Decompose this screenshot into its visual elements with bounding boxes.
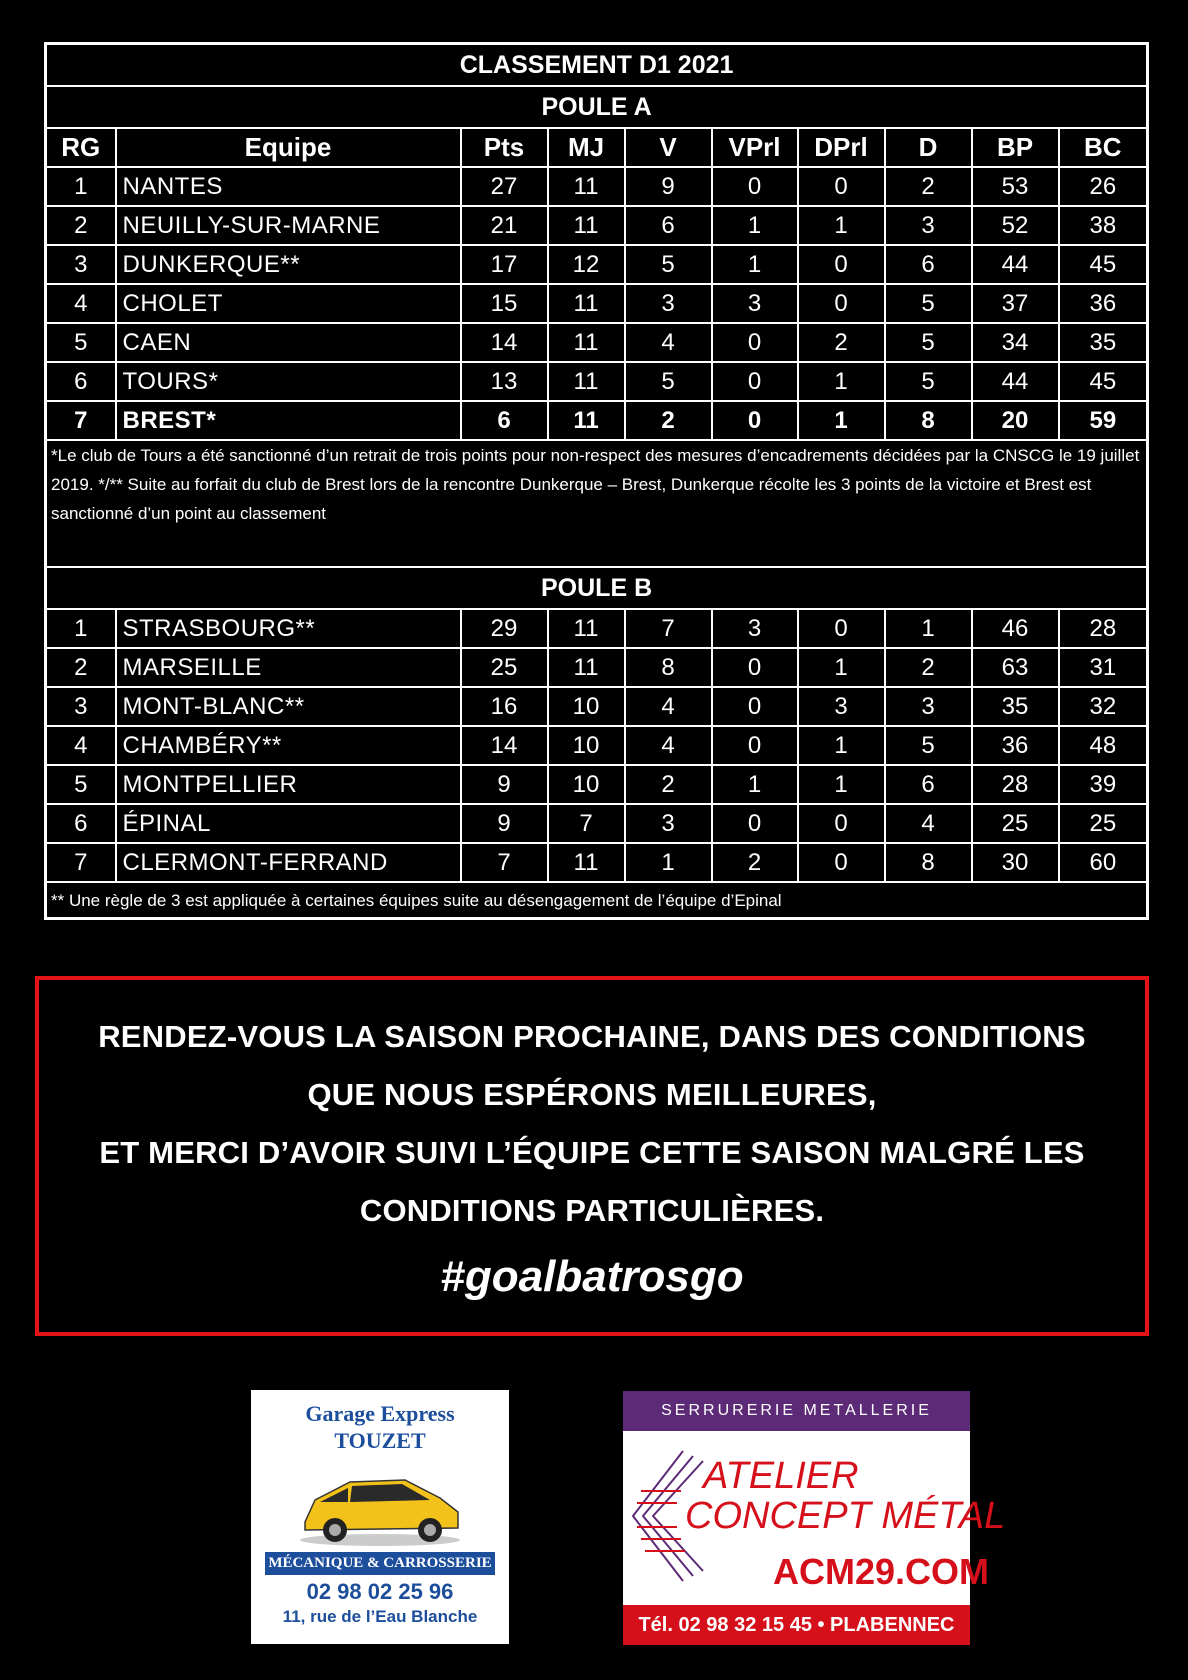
table-row [46,765,1148,804]
stat-cell: 12 [548,245,625,284]
stat-cell: 53 [972,167,1059,206]
stat-cell: 3 [798,687,885,726]
stat-cell: 0 [798,284,885,323]
header-rg: RG [46,128,116,167]
stat-cell: 36 [1059,284,1148,323]
stat-cell: 2 [712,843,798,882]
stat-cell: 4 [885,804,972,843]
stat-cell: 11 [548,648,625,687]
stat-cell: 3 [46,245,116,284]
stat-cell: 5 [46,323,116,362]
stat-cell: 31 [1059,648,1148,687]
stat-cell: 17 [461,245,548,284]
team-name-cell: MARSEILLE [116,648,461,687]
header-v: V [625,128,712,167]
stat-cell: 4 [625,323,712,362]
table-row [46,206,1148,245]
team-name-cell: BREST* [116,401,461,440]
stat-cell: 2 [885,648,972,687]
stat-cell: 44 [972,362,1059,401]
team-name-cell: CAEN [116,323,461,362]
stat-cell: 21 [461,206,548,245]
poule-a-label: POULE A [46,86,1148,128]
team-name-cell: NEUILLY-SUR-MARNE [116,206,461,245]
acm-website[interactable]: ACM29.COM [773,1551,990,1592]
stat-cell: 0 [798,609,885,648]
team-name-cell: CLERMONT-FERRAND [116,843,461,882]
poule-b-label: POULE B [46,567,1148,609]
stat-cell: 2 [798,323,885,362]
note-row [46,882,1148,919]
acm-contact-band: Tél. 02 98 32 15 45 • PLABENNEC [623,1605,970,1645]
header-bp: BP [972,128,1059,167]
stat-cell: 63 [972,648,1059,687]
team-name-cell: DUNKERQUE** [116,245,461,284]
stat-cell: 46 [972,609,1059,648]
stat-cell: 6 [625,206,712,245]
stat-cell: 52 [972,206,1059,245]
stat-cell: 4 [46,726,116,765]
garage-services-band: MÉCANIQUE & CARROSSERIE [265,1552,495,1575]
stat-cell: 45 [1059,245,1148,284]
stat-cell: 11 [548,362,625,401]
stat-cell: 3 [712,609,798,648]
stat-cell: 7 [625,609,712,648]
standings-table [44,42,1149,920]
stat-cell: 25 [972,804,1059,843]
table-row [46,362,1148,401]
stat-cell: 13 [461,362,548,401]
stat-cell: 1 [46,609,116,648]
stat-cell: 6 [461,401,548,440]
stat-cell: 1 [798,401,885,440]
message-line-1: RENDEZ-VOUS LA SAISON PROCHAINE, DANS DES CONDITIONS [98,1019,1086,1054]
stat-cell: 1 [798,726,885,765]
stat-cell: 1 [712,765,798,804]
stat-cell: 3 [712,284,798,323]
message-line-3: ET MERCI D’AVOIR SUIVI L’ÉQUIPE CETTE SAISON MALGRÉ LES [99,1135,1085,1170]
table-title: CLASSEMENT D1 2021 [46,44,1148,87]
stat-cell: 14 [461,323,548,362]
table-row [46,804,1148,843]
table-row [46,687,1148,726]
garage-phone: 02 98 02 25 96 [306,1579,454,1604]
stat-cell: 3 [885,206,972,245]
stat-cell: 59 [1059,401,1148,440]
poule-b-row [46,567,1148,609]
yellow-car-icon [290,1460,470,1550]
stat-cell: 60 [1059,843,1148,882]
table-row [46,843,1148,882]
stat-cell: 8 [625,648,712,687]
team-name-cell: ÉPINAL [116,804,461,843]
stat-cell: 7 [461,843,548,882]
stat-cell: 30 [972,843,1059,882]
header-bc: BC [1059,128,1148,167]
table-row [46,323,1148,362]
stat-cell: 6 [885,245,972,284]
stat-cell: 0 [712,804,798,843]
stat-cell: 5 [625,245,712,284]
poule-a-note: *Le club de Tours a été sanctionné d’un retrait de trois points pour non-respect des mesures d’encadrements décidées par la CNSCG le 19 juillet 2019. */** Suite au forfait du club de Brest lors de la rencontre Dunkerque – Brest, Dunkerque récolte les 3 points de la victoire et Brest est sanctionné d’un point au classement [46,440,1148,567]
stat-cell: 3 [46,687,116,726]
stat-cell: 36 [972,726,1059,765]
stat-cell: 35 [1059,323,1148,362]
stat-cell: 0 [712,362,798,401]
stat-cell: 20 [972,401,1059,440]
note-row [46,440,1148,567]
stat-cell: 2 [46,206,116,245]
stat-cell: 5 [46,765,116,804]
hashtag: #goalbatrosgo [440,1252,744,1301]
stat-cell: 8 [885,843,972,882]
stat-cell: 2 [46,648,116,687]
header-d: D [885,128,972,167]
stat-cell: 25 [461,648,548,687]
table-row [46,401,1148,440]
stat-cell: 15 [461,284,548,323]
stat-cell: 2 [625,765,712,804]
garage-touzet-ad[interactable] [251,1390,509,1644]
stat-cell: 11 [548,323,625,362]
stat-cell: 1 [712,206,798,245]
stat-cell: 0 [712,726,798,765]
stat-cell: 2 [625,401,712,440]
message-line-2: QUE NOUS ESPÉRONS MEILLEURES, [307,1077,877,1112]
stat-cell: 11 [548,609,625,648]
stat-cell: 10 [548,687,625,726]
stat-cell: 4 [46,284,116,323]
stat-cell: 28 [1059,609,1148,648]
stat-cell: 11 [548,167,625,206]
stat-cell: 29 [461,609,548,648]
stat-cell: 48 [1059,726,1148,765]
stat-cell: 44 [972,245,1059,284]
stat-cell: 35 [972,687,1059,726]
stat-cell: 1 [798,765,885,804]
stat-cell: 7 [46,843,116,882]
stat-cell: 0 [712,648,798,687]
team-name-cell: STRASBOURG** [116,609,461,648]
header-pts: Pts [461,128,548,167]
garage-address: 11, rue de l’Eau Blanche [282,1607,478,1626]
table-row [46,726,1148,765]
stat-cell: 0 [798,245,885,284]
stat-cell: 8 [885,401,972,440]
stat-cell: 10 [548,726,625,765]
stat-cell: 1 [625,843,712,882]
stat-cell: 34 [972,323,1059,362]
atelier-concept-metal-ad[interactable] [623,1391,1006,1645]
header-mj: MJ [548,128,625,167]
stat-cell: 4 [625,687,712,726]
stat-cell: 5 [885,323,972,362]
acm-logo-line-2: CONCEPT MÉTAL [685,1495,1006,1537]
stat-cell: 5 [885,362,972,401]
stat-cell: 10 [548,765,625,804]
team-name-cell: TOURS* [116,362,461,401]
stat-cell: 9 [625,167,712,206]
stat-cell: 3 [625,284,712,323]
stat-cell: 28 [972,765,1059,804]
stat-cell: 1 [885,609,972,648]
poule-b-note: ** Une règle de 3 est appliquée à certaines équipes suite au désengagement de l’équipe d’Epinal [46,882,1148,919]
stat-cell: 6 [46,804,116,843]
table-row [46,245,1148,284]
stat-cell: 11 [548,284,625,323]
acm-logo-line-1: ATELIER [703,1455,859,1497]
stat-cell: 1 [798,206,885,245]
stat-cell: 26 [1059,167,1148,206]
table-row [46,284,1148,323]
stat-cell: 0 [712,401,798,440]
stat-cell: 1 [712,245,798,284]
header-dprl: DPrl [798,128,885,167]
garage-name-2: TOUZET [334,1428,426,1453]
team-name-cell: MONTPELLIER [116,765,461,804]
stat-cell: 6 [46,362,116,401]
stat-cell: 9 [461,765,548,804]
stat-cell: 3 [625,804,712,843]
stat-cell: 2 [885,167,972,206]
stat-cell: 0 [712,323,798,362]
table-row [46,609,1148,648]
stat-cell: 25 [1059,804,1148,843]
stat-cell: 32 [1059,687,1148,726]
table-row [46,167,1148,206]
stat-cell: 11 [548,843,625,882]
header-row [46,128,1148,167]
season-message-box [35,976,1149,1336]
stat-cell: 5 [625,362,712,401]
stat-cell: 14 [461,726,548,765]
stat-cell: 0 [712,687,798,726]
team-name-cell: CHOLET [116,284,461,323]
garage-name-1: Garage Express [305,1401,455,1426]
stat-cell: 11 [548,206,625,245]
stat-cell: 0 [798,804,885,843]
team-name-cell: MONT-BLANC** [116,687,461,726]
stat-cell: 1 [46,167,116,206]
stat-cell: 0 [798,167,885,206]
stat-cell: 0 [798,843,885,882]
stat-cell: 3 [885,687,972,726]
header-vprl: VPrl [712,128,798,167]
stat-cell: 37 [972,284,1059,323]
stat-cell: 4 [625,726,712,765]
stat-cell: 38 [1059,206,1148,245]
team-name-cell: NANTES [116,167,461,206]
stat-cell: 16 [461,687,548,726]
stat-cell: 0 [712,167,798,206]
stat-cell: 39 [1059,765,1148,804]
stat-cell: 1 [798,648,885,687]
message-line-4: CONDITIONS PARTICULIÈRES. [359,1193,825,1228]
table-row [46,648,1148,687]
stat-cell: 5 [885,284,972,323]
stat-cell: 7 [46,401,116,440]
stat-cell: 11 [548,401,625,440]
stat-cell: 6 [885,765,972,804]
stat-cell: 27 [461,167,548,206]
stat-cell: 9 [461,804,548,843]
header-equipe: Equipe [116,128,461,167]
stat-cell: 7 [548,804,625,843]
stat-cell: 45 [1059,362,1148,401]
acm-tagline: SERRURERIE METALLERIE [623,1391,970,1431]
stat-cell: 1 [798,362,885,401]
team-name-cell: CHAMBÉRY** [116,726,461,765]
stat-cell: 5 [885,726,972,765]
